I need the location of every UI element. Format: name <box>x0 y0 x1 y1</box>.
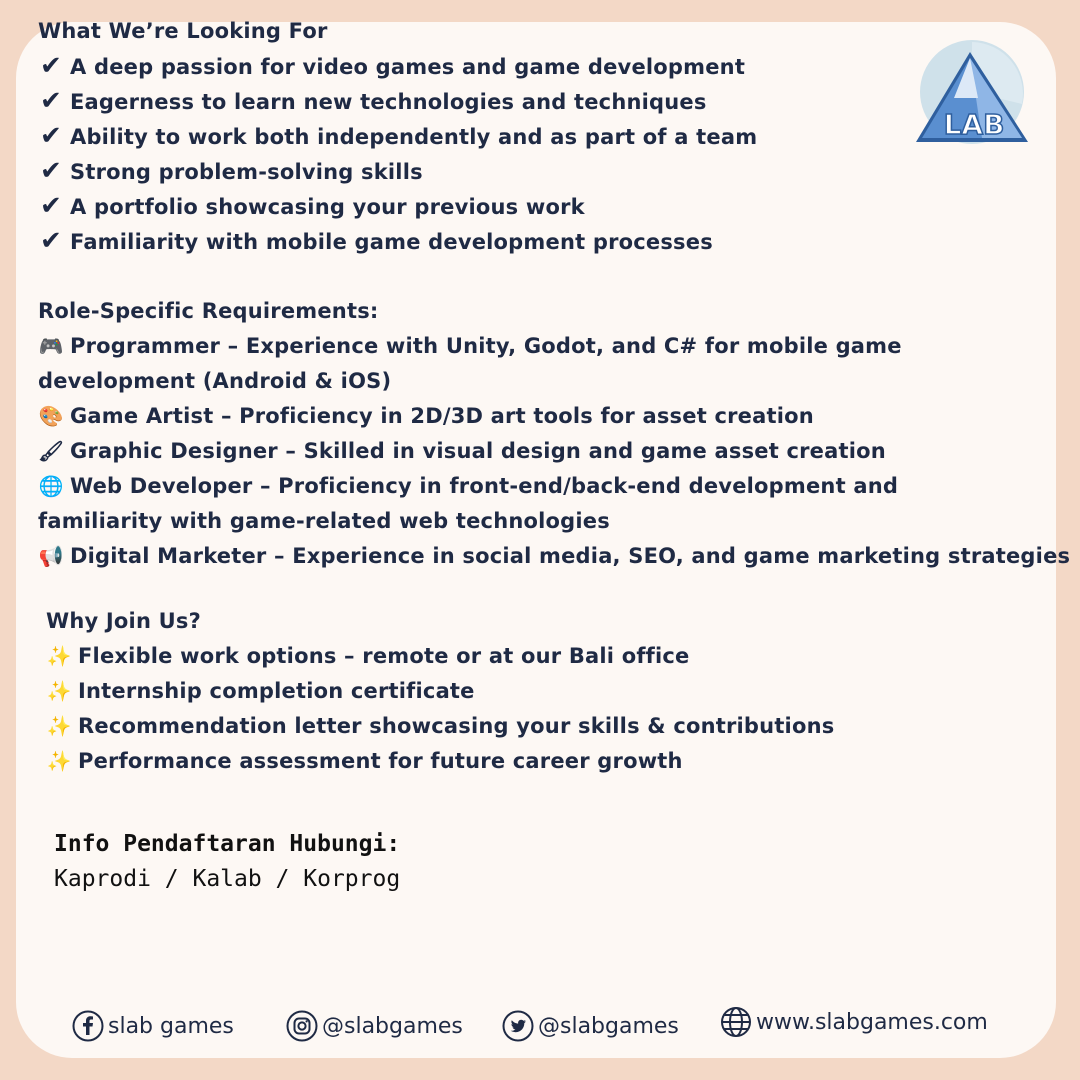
looking-item <box>38 154 1018 189</box>
roles-title: Role-Specific Requirements: <box>38 299 379 323</box>
role-item-text: Digital Marketer – Experience in social media, SEO, and game marketing strategies <box>70 544 1071 568</box>
twitter-handle: @slabgames <box>538 1013 679 1039</box>
looking-item <box>38 189 1018 224</box>
info-title: Info Pendaftaran Hubungi: <box>54 831 401 857</box>
looking-item-text: Familiarity with mobile game development processes <box>70 230 713 254</box>
checkmark-icon: ✔ <box>40 156 62 186</box>
why-item <box>46 639 1018 674</box>
why-item <box>46 709 1018 744</box>
palette-icon: 🎨 <box>38 404 64 428</box>
why-section <box>38 604 1018 779</box>
facebook-link[interactable] <box>72 1010 234 1042</box>
looking-item-text: A portfolio showcasing your previous work <box>70 195 585 219</box>
looking-item-text: A deep passion for video games and game development <box>70 55 746 79</box>
checkmark-icon: ✔ <box>40 51 62 81</box>
role-item-text: Web Developer – Proficiency in front-end/back-end development and familiarity with game-related web technologies <box>38 474 899 533</box>
why-title: Why Join Us? <box>46 609 201 633</box>
sparkles-icon: ✨ <box>46 679 72 703</box>
twitter-icon <box>502 1010 534 1042</box>
sparkles-icon: ✨ <box>46 644 72 668</box>
twitter-link[interactable] <box>502 1010 679 1042</box>
role-item-text: Graphic Designer – Skilled in visual design and game asset creation <box>70 439 886 463</box>
facebook-handle: slab games <box>108 1013 234 1039</box>
checkmark-icon: ✔ <box>40 226 62 256</box>
svg-text:LAB: LAB <box>943 108 1005 141</box>
looking-item <box>38 119 1018 154</box>
why-item <box>46 674 1018 709</box>
looking-item-text: Strong problem-solving skills <box>70 160 423 184</box>
website-url: www.slabgames.com <box>756 1009 988 1035</box>
role-item <box>38 434 1018 469</box>
sparkles-icon: ✨ <box>46 714 72 738</box>
role-item <box>38 399 1018 434</box>
instagram-handle: @slabgames <box>322 1013 463 1039</box>
game-controller-icon: 🎮 <box>38 334 64 358</box>
role-item <box>38 469 1018 539</box>
looking-item <box>38 224 1018 259</box>
checkmark-icon: ✔ <box>40 191 62 221</box>
sparkles-icon: ✨ <box>46 749 72 773</box>
megaphone-icon: 📢 <box>38 544 64 568</box>
role-item-text: Programmer – Experience with Unity, Godot, and C# for mobile game development (Android & iOS) <box>38 334 902 393</box>
looking-item-text: Ability to work both independently and as part of a team <box>70 125 758 149</box>
role-item-text: Game Artist – Proficiency in 2D/3D art tools for asset creation <box>70 404 814 428</box>
checkmark-icon: ✔ <box>40 86 62 116</box>
looking-title: What We’re Looking For <box>38 19 328 43</box>
looking-item <box>38 84 1018 119</box>
facebook-icon <box>72 1010 104 1042</box>
looking-item <box>38 49 1018 84</box>
why-item <box>46 744 1018 779</box>
why-item-text: Internship completion certificate <box>78 679 475 703</box>
checkmark-icon: ✔ <box>40 121 62 151</box>
website-link[interactable] <box>720 1006 988 1038</box>
info-contacts: Kaprodi / Kalab / Korprog <box>54 866 401 892</box>
why-item-text: Recommendation letter showcasing your skills & contributions <box>78 714 835 738</box>
globe-icon: 🌐 <box>38 474 64 498</box>
role-item <box>38 329 1018 399</box>
looking-item-text: Eagerness to learn new technologies and techniques <box>70 90 707 114</box>
main-content <box>38 14 1071 779</box>
why-item-text: Flexible work options – remote or at our Bali office <box>78 644 690 668</box>
why-item-text: Performance assessment for future career growth <box>78 749 683 773</box>
instagram-link[interactable] <box>286 1010 463 1042</box>
social-footer <box>0 1010 1080 1050</box>
role-item <box>38 539 1071 574</box>
paintbrush-icon: 🖌 <box>38 439 64 463</box>
globe-icon <box>720 1006 752 1038</box>
instagram-icon <box>286 1010 318 1042</box>
